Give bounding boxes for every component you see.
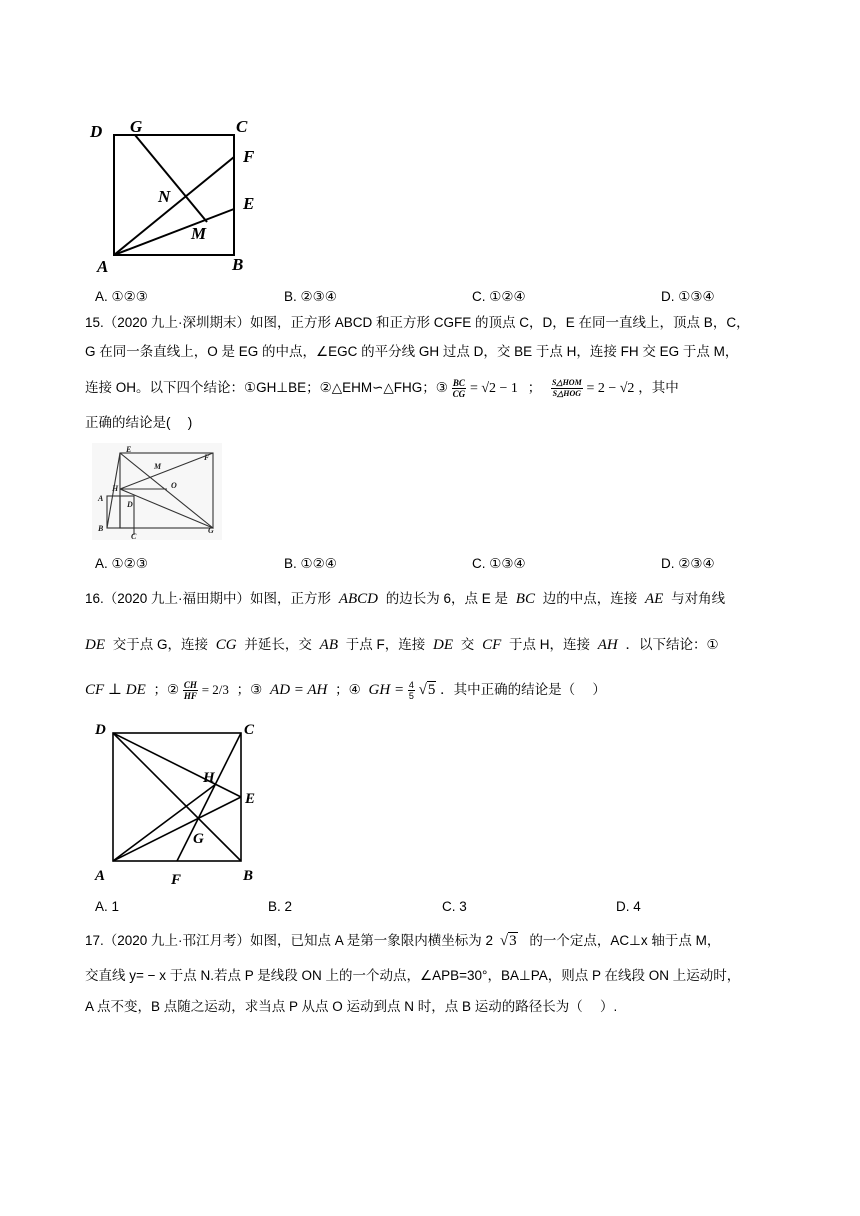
q16-gh-num: 4 <box>408 680 414 690</box>
q15-label-m: M <box>154 462 162 471</box>
q15-line-4: 正确的结论是( ) <box>85 415 193 430</box>
q16-math-ae: AE <box>644 591 664 607</box>
q16-math-cf: CF <box>482 637 502 653</box>
q15-frac2-num: S△HOM <box>551 378 582 387</box>
q16-math-abcd: ABCD <box>338 591 378 607</box>
q16-label-a: A <box>95 868 106 884</box>
q15-label-c: C <box>131 532 137 540</box>
q16-label-c: C <box>244 722 255 738</box>
q16-math-ah: AH <box>597 637 618 653</box>
q17-sqrt3: √3 <box>499 933 517 949</box>
q15-line-3-post: ，其中 <box>638 380 679 396</box>
q17-line-1-post: 的一个定点，AC⊥x 轴于点 M， <box>529 933 721 948</box>
q16-option-b[interactable]: B. 2 <box>268 899 293 914</box>
q16-label-f: F <box>171 872 182 888</box>
q16-math-de-2: DE <box>433 637 454 653</box>
q16-label-d: D <box>95 722 106 738</box>
q15-label-o: O <box>171 481 177 490</box>
q16-math-bc: BC <box>515 591 535 607</box>
q16-line-2-d: 交 <box>460 637 475 652</box>
q16-line-3 <box>85 680 606 701</box>
q16-line-1-mid2: 边的中点，连接 <box>542 591 638 606</box>
q16-math-ab: AB <box>319 637 338 653</box>
q16-line-1 <box>85 590 725 608</box>
q15-label-e: E <box>126 445 132 454</box>
q14-label-g: G <box>130 117 143 136</box>
q16-line-3-a: ；② <box>153 682 180 698</box>
q15-frac1-den: CG <box>452 389 466 399</box>
q14-label-a: A <box>97 257 109 276</box>
q17-line-1-pre: 17.（2020 九上·邗江月考）如图，已知点 A 是第一象限内横坐标为 2 <box>85 933 494 948</box>
q15-line-3-pre: 连接 OH。以下四个结论：①GH⊥BE；②△EHM∽△FHG；③ <box>85 380 448 396</box>
q17-sqrt3-radicand: 3 <box>509 933 517 949</box>
q15-label-h: H <box>112 484 119 493</box>
q16-line-1-pre: 16.（2020 九上·福田期中）如图，正方形 <box>85 591 332 606</box>
q15-label-g: G <box>208 526 214 535</box>
q15-option-b[interactable]: B. ①②④ <box>284 556 337 571</box>
q16-math-de-1: DE <box>85 637 105 653</box>
q15-line-3 <box>85 378 679 399</box>
q16-math-cg: CG <box>215 637 237 653</box>
q17-line-1 <box>85 932 720 950</box>
q16-line-3-c: ；④ <box>335 682 361 698</box>
q16-label-b: B <box>243 868 254 884</box>
q16-line-2-f: ．以下结论：① <box>625 637 719 652</box>
q16-line-3-d: ．其中正确的结论是（ ） <box>440 682 606 698</box>
q16-eq-two-thirds: = 2/3 <box>201 682 229 698</box>
q16-frac-den: HF <box>183 691 197 701</box>
q16-math-cf-perp-de: CF ⊥ DE <box>85 682 146 699</box>
q16-fraction-four-fifths <box>408 680 415 701</box>
q16-line-2-a: 交于点 G，连接 <box>112 637 209 652</box>
q15-fraction-areas <box>551 378 583 399</box>
q14-figure <box>85 112 270 277</box>
q14-label-d: D <box>90 122 103 141</box>
q14-label-n: N <box>158 187 171 206</box>
q14-label-m: M <box>191 224 207 243</box>
q16-frac-num: CH <box>183 680 197 690</box>
q16-label-h: H <box>203 770 215 786</box>
q14-option-b[interactable]: B. ②③④ <box>284 289 337 304</box>
q14-label-b: B <box>232 255 244 274</box>
q16-option-a[interactable]: A. 1 <box>95 899 120 914</box>
q16-math-ad-ah: AD = AH <box>270 682 328 699</box>
q15-eq2: = 2 − √2 <box>586 381 635 397</box>
q16-figure <box>90 718 270 893</box>
q15-eq1: = √2 − 1 <box>469 381 518 397</box>
q17-line-2: 交直线 y= − x 于点 N.若点 P 是线段 ON 上的一个动点，∠APB=30°，BA⊥PA，则点 P 在线段 ON 上运动时， <box>85 968 741 983</box>
q14-option-d[interactable]: D. ①③④ <box>661 289 715 304</box>
q15-option-a[interactable]: A. ①②③ <box>95 556 148 571</box>
q15-label-b: B <box>98 524 104 533</box>
q16-line-1-mid1: 的边长为 6，点 E 是 <box>385 591 509 606</box>
q16-line-2-e: 于点 H，连接 <box>509 637 590 652</box>
q16-line-2-c: 于点 F，连接 <box>345 637 426 652</box>
q14-option-a[interactable]: A. ①②③ <box>95 289 148 304</box>
q15-line-2: G 在同一条直线上，O 是 EG 的中点，∠EGC 的平分线 GH 过点 D，交 BE 于点 H，连接 FH 交 EG 于点 M， <box>85 344 739 359</box>
q16-gh-den: 5 <box>408 691 414 701</box>
q16-line-2 <box>85 636 719 654</box>
q17-line-3: A 点不变，B 点随之运动，求当点 P 从点 O 运动到点 N 时，点 B 运动的路径长为（ ）. <box>85 999 618 1014</box>
q15-label-a: A <box>98 494 104 503</box>
q15-frac1-num: BC <box>452 378 465 388</box>
q16-option-d[interactable]: D. 4 <box>616 899 641 914</box>
q16-label-g: G <box>193 831 204 847</box>
q15-label-d: D <box>127 500 133 509</box>
q14-option-c[interactable]: C. ①②④ <box>472 289 526 304</box>
q15-frac2-den: S△HOG <box>552 389 582 398</box>
q16-sqrt5-radicand: 5 <box>427 682 436 699</box>
q16-line-3-b: ；③ <box>236 682 263 698</box>
q16-option-c[interactable]: C. 3 <box>442 899 467 914</box>
q16-math-gh: GH = <box>368 682 408 699</box>
q14-label-e: E <box>243 194 255 213</box>
q16-fraction-ch-hf <box>183 680 198 701</box>
q16-line-2-b: 并延长，交 <box>244 637 312 652</box>
q15-line-1: 15.（2020 九上·深圳期末）如图，正方形 ABCD 和正方形 CGFE 的顶点 C，D，E 在同一直线上，顶点 B，C， <box>85 315 750 330</box>
q16-sqrt5: √5 <box>418 682 436 699</box>
q15-option-c[interactable]: C. ①③④ <box>472 556 526 571</box>
q15-fraction-bc-cg <box>452 378 467 399</box>
q15-figure <box>92 443 222 540</box>
q15-option-d[interactable]: D. ②③④ <box>661 556 715 571</box>
q16-label-e: E <box>245 791 256 807</box>
q16-line-1-post: 与对角线 <box>671 591 726 606</box>
q15-label-f: F <box>204 453 210 462</box>
q14-label-c: C <box>236 117 248 136</box>
q15-sep: ； <box>527 380 542 396</box>
q14-label-f: F <box>243 147 255 166</box>
